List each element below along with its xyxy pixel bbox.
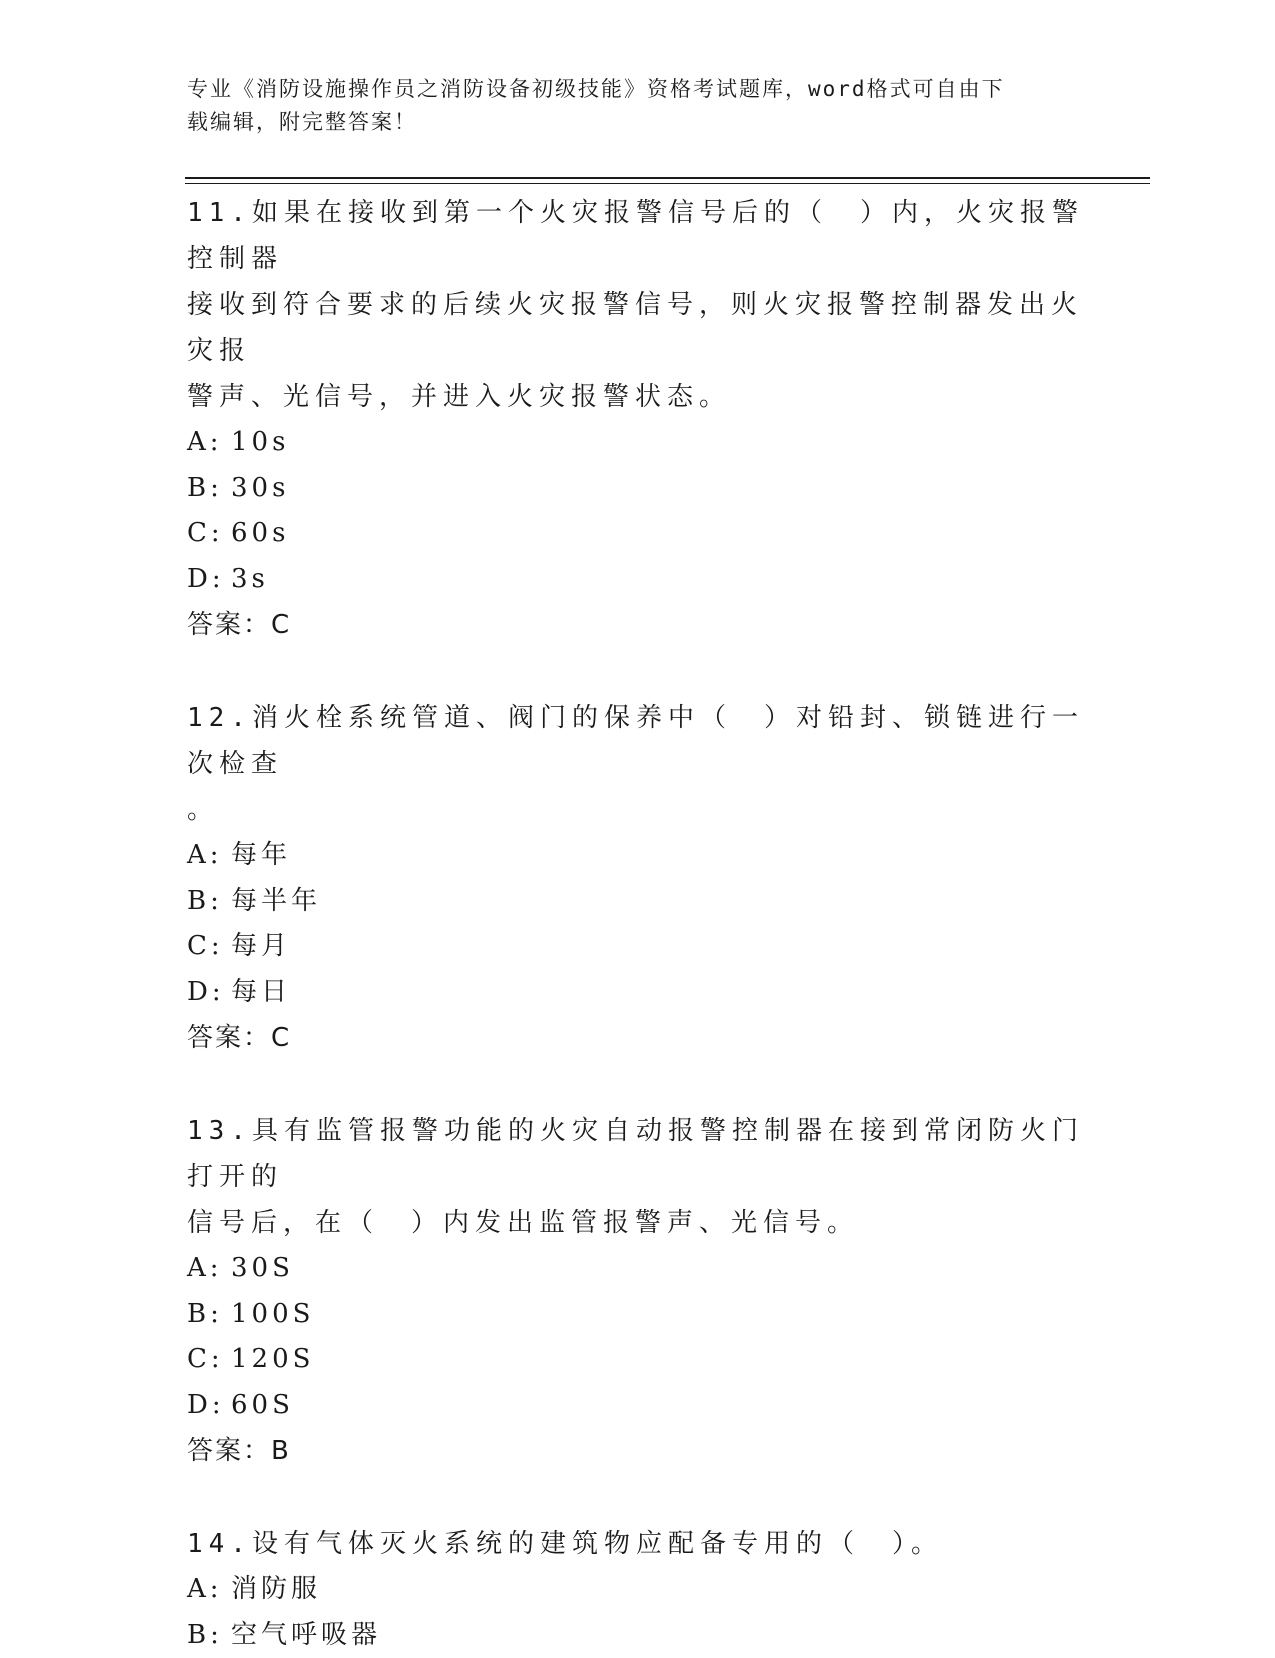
answer-line [187,1015,1087,1061]
option-row [187,924,1087,970]
option-row [187,466,1087,512]
option-key: D: [187,970,231,1016]
question-stem-line: 12.消火栓系统管道、阀门的保养中（ ）对铅封、锁链进行一次检查 [187,695,1087,787]
header-line-1: 专业《消防设施操作员之消防设备初级技能》资格考试题库，word格式可自由下 [187,73,1067,106]
question-stem-line: 13.具有监管报警功能的火灾自动报警控制器在接到常闭防火门打开的 [187,1108,1087,1200]
option-row [187,970,1087,1016]
answer-label: 答案： [187,610,271,640]
answer-value: C [271,610,289,640]
option-row [187,879,1087,925]
option-row [187,1292,1087,1338]
option-key: A: [187,833,231,879]
option-text: 100S [231,1292,314,1338]
document-header [187,73,1067,139]
option-key: A: [187,420,231,466]
option-key: B: [187,879,231,925]
option-key: C: [187,511,231,557]
answer-line [187,602,1087,648]
question-stem-line: 14.设有气体灭火系统的建筑物应配备专用的（ ）。 [187,1521,1087,1567]
option-key: A: [187,1246,231,1292]
question-stem-line: 接收到符合要求的后续火灾报警信号，则火灾报警控制器发出火灾报 [187,282,1087,374]
header-divider-thick [185,177,1150,179]
option-text: 30S [231,1246,294,1292]
header-divider-thin [185,183,1150,184]
option-key: C: [187,1337,231,1383]
question-block [187,1521,1087,1658]
option-text: 空气呼吸器 [231,1613,381,1658]
option-text: 每月 [231,924,291,970]
option-text: 60S [231,1383,294,1429]
question-block [187,1108,1087,1474]
question-stem-line: 。 [187,787,1087,833]
option-text: 60s [231,511,289,557]
question-stem-line: 信号后，在（ ）内发出监管报警声、光信号。 [187,1200,1087,1246]
option-text: 每半年 [231,879,321,925]
question-block [187,190,1087,648]
option-text: 每年 [231,833,291,879]
answer-line [187,1428,1087,1474]
option-text: 每日 [231,970,291,1016]
option-row [187,1383,1087,1429]
option-text: 120S [231,1337,314,1383]
option-key: B: [187,466,231,512]
option-key: B: [187,1292,231,1338]
option-key: C: [187,924,231,970]
answer-value: C [271,1023,289,1053]
option-text: 消防服 [231,1567,321,1613]
option-row [187,511,1087,557]
question-stem-line: 11.如果在接收到第一个火灾报警信号后的（ ）内，火灾报警控制器 [187,190,1087,282]
option-text: 30s [231,466,289,512]
option-row [187,1246,1087,1292]
option-row [187,1613,1087,1658]
answer-label: 答案： [187,1436,271,1466]
answer-label: 答案： [187,1023,271,1053]
option-text: 10s [231,420,289,466]
option-key: B: [187,1613,231,1658]
option-key: D: [187,557,231,603]
option-row [187,557,1087,603]
option-key: D: [187,1383,231,1429]
option-row [187,1567,1087,1613]
option-text: 3s [231,557,269,603]
option-row [187,420,1087,466]
option-row [187,1337,1087,1383]
option-row [187,833,1087,879]
header-line-2: 载编辑，附完整答案！ [187,106,1067,139]
question-list [187,190,1087,1658]
question-stem-line: 警声、光信号，并进入火灾报警状态。 [187,374,1087,420]
question-block [187,695,1087,1061]
option-key: A: [187,1567,231,1613]
answer-value: B [271,1436,289,1466]
